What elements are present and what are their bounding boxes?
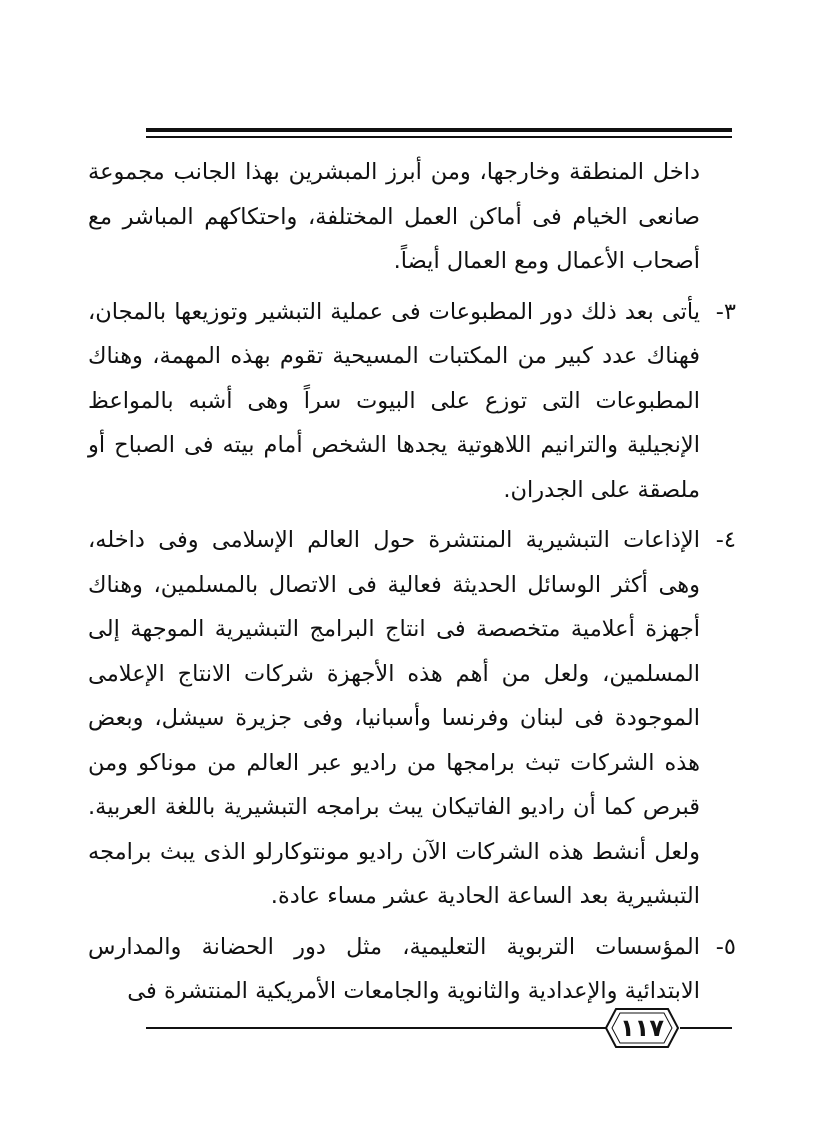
list-item-number: ٤-: [715, 527, 736, 553]
page-body: [88, 150, 736, 1014]
header-rule-thick: [146, 128, 732, 132]
list-item-text: الإذاعات التبشيرية المنتشرة حول العالم الإسلامى وفى داخله، وهى أكثر الوسائل الحديثة فعالية فى الاتصال بالمسلمين، وهناك أجهزة أعلامية متخصصة فى انتاج البرامج التبشيرية الموجهة إلى المسلمين، ولعل من أهم هذه الأجهزة شركات الانتاج الإعلامى الموجودة فى لبنان وفرنسا وأسبانيا، وفى جزيرة سيشل، وبعض هذه الشركات تبث برامجها من راديو عبر العالم من موناكو ومن قبرص كما أن راديو الفاتيكان يبث برامجه التبشيرية باللغة العربية. ولعل أنشط هذه الشركات الآن راديو مونتوكارلو الذى يبث برامجه التبشيرية بعد الساعة الحادية عشر مساء عادة.: [88, 527, 700, 909]
list-item-5: [88, 925, 736, 1014]
list-item-4: [88, 518, 736, 919]
footer-rule-right: [680, 1027, 732, 1029]
list-item-3: [88, 290, 736, 513]
list-item-text: المؤسسات التربوية التعليمية، مثل دور الحضانة والمدارس الابتدائية والإعدادية والثانوية والجامعات الأمريكية المنتشرة فى: [88, 933, 700, 1004]
header-rule-thin: [146, 136, 732, 138]
footer-rule-left: [146, 1027, 606, 1029]
list-item-text: يأتى بعد ذلك دور المطبوعات فى عملية التبشير وتوزيعها بالمجان، فهناك عدد كبير من المكتبات المسيحية تقوم بهذه المهمة، وهناك المطبوعات التى توزع على البيوت سراً وهى أشبه بالمواعظ الإنجيلية والترانيم اللاهوتية يجدها الشخص أمام بيته فى الصباح أو ملصقة على الجدران.: [88, 298, 700, 503]
intro-paragraph: داخل المنطقة وخارجها، ومن أبرز المبشرين بهذا الجانب مجموعة صانعى الخيام فى أماكن العمل المختلفة، واحتكاكهم المباشر مع أصحاب الأعمال ومع العمال أيضاً.: [88, 159, 700, 274]
page-number-badge: [600, 1003, 684, 1053]
list-item-number: ٣-: [715, 298, 736, 325]
page-number: ١١٧: [620, 1014, 664, 1042]
list-item-number: ٥-: [715, 933, 736, 960]
